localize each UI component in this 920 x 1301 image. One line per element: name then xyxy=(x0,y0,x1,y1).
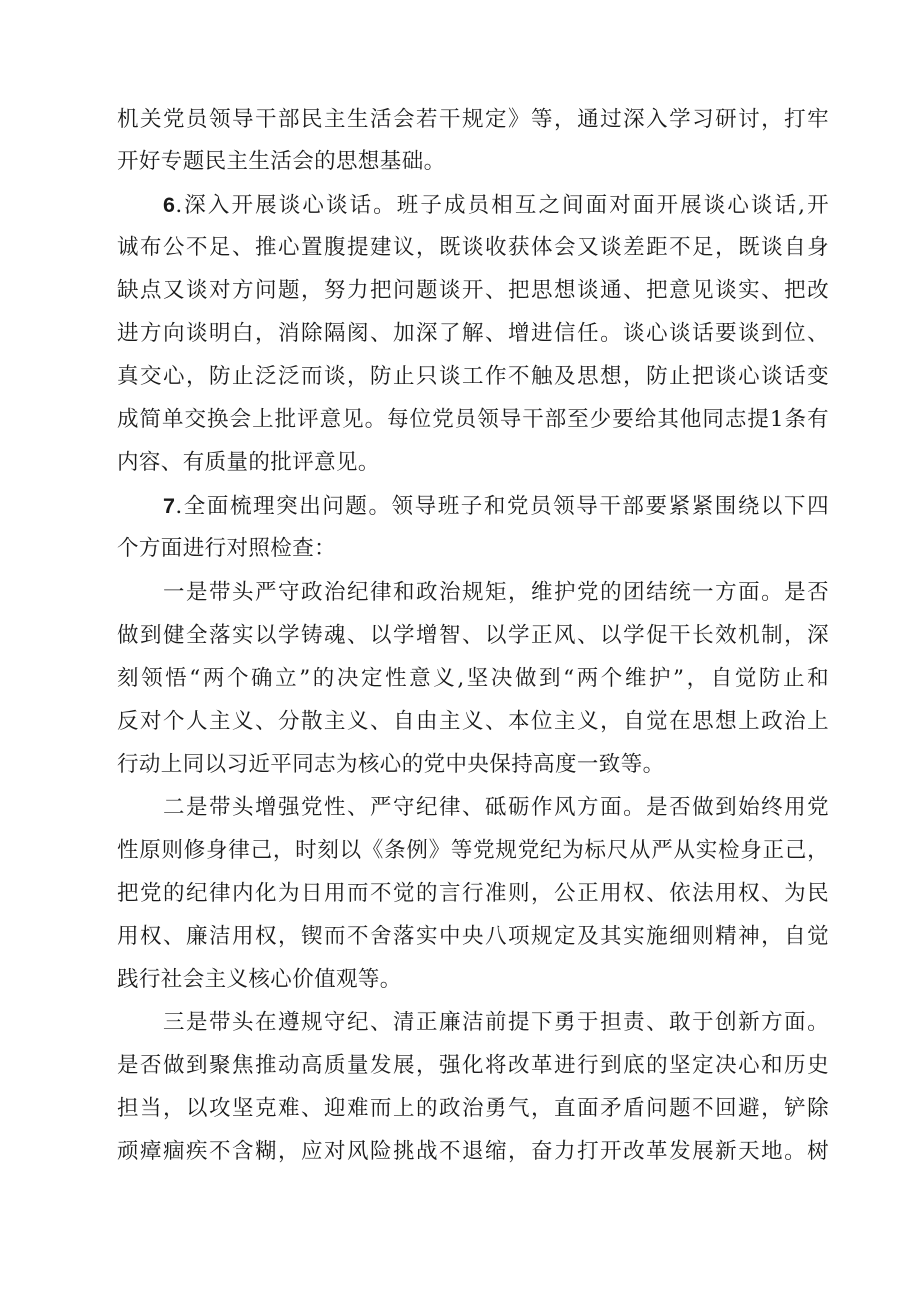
paragraph-line: 担当，以攻坚克难、迎难而上的政治勇气，直面矛盾问题不回避，铲除 xyxy=(117,1096,829,1121)
item-7-heading-line xyxy=(163,491,829,522)
paragraph-line: 性原则修身律己，时刻以《条例》等党规党纪为标尺从严从实检身正己， xyxy=(117,838,829,863)
item-number: 7 xyxy=(163,494,176,518)
paragraph-line: 顽瘴痼疾不含糊，应对风险挑战不退缩，奋力打开改革发展新天地。树 xyxy=(117,1139,829,1164)
paragraph-line: 缺点又谈对方问题，努力把问题谈开、把思想谈通、把意见谈实、把改 xyxy=(117,278,829,303)
paragraph-line: 把党的纪律内化为日用而不觉的言行准则，公正用权、依法用权、为民 xyxy=(117,881,829,906)
item-6-heading-line xyxy=(163,190,829,221)
paragraph-line: 三是带头在遵规守纪、清正廉洁前提下勇于担责、敢于创新方面。 xyxy=(163,1010,829,1035)
paragraph-line: 二是带头增强党性、严守纪律、砥砺作风方面。是否做到始终用党 xyxy=(163,795,829,820)
paragraph-line: 开好专题民主生活会的思想基础。 xyxy=(117,149,446,174)
paragraph-line: 机关党员领导干部民主生活会若干规定》等，通过深入学习研讨，打牢 xyxy=(117,107,829,132)
paragraph-line: 个方面进行对照检查： xyxy=(117,536,337,561)
paragraph-line: 用权、廉洁用权，锲而不舍落实中央八项规定及其实施细则精神，自觉 xyxy=(117,924,829,949)
item-number: 6 xyxy=(163,193,176,217)
paragraph-line: 刻领悟“两个确立”的决定性意义,坚决做到“两个维护”，自觉防止和 xyxy=(117,666,829,691)
paragraph-line: 进方向谈明白，消除隔阂、加深了解、增进信任。谈心谈话要谈到位、 xyxy=(117,321,829,346)
paragraph-line: 真交心，防止泛泛而谈，防止只谈工作不触及思想，防止把谈心谈话变 xyxy=(117,364,829,389)
paragraph-line: .深入开展谈心谈话。班子成员相互之间面对面开展谈心谈话,开 xyxy=(175,193,829,218)
paragraph-line: 成简单交换会上批评意见。每位党员领导干部至少要给其他同志提1条有 xyxy=(117,407,829,432)
paragraph-line: 是否做到聚焦推动高质量发展，强化将改革进行到底的坚定决心和历史 xyxy=(117,1053,829,1078)
paragraph-line: 做到健全落实以学铸魂、以学增智、以学正风、以学促干长效机制，深 xyxy=(117,623,829,648)
paragraph-line: .全面梳理突出问题。领导班子和党员领导干部要紧紧围绕以下四 xyxy=(175,494,829,519)
paragraph-line: 反对个人主义、分散主义、自由主义、本位主义，自觉在思想上政治上 xyxy=(117,709,829,734)
paragraph-line: 行动上同以习近平同志为核心的党中央保持高度一致等。 xyxy=(117,752,665,777)
paragraph-line: 践行社会主义核心价值观等。 xyxy=(117,967,402,992)
paragraph-line: 内容、有质量的批评意见。 xyxy=(117,450,380,475)
paragraph-line: 诚布公不足、推心置腹提建议，既谈收获体会又谈差距不足，既谈自身 xyxy=(117,235,829,260)
paragraph-line: 一是带头严守政治纪律和政治规矩，维护党的团结统一方面。是否 xyxy=(163,580,829,605)
